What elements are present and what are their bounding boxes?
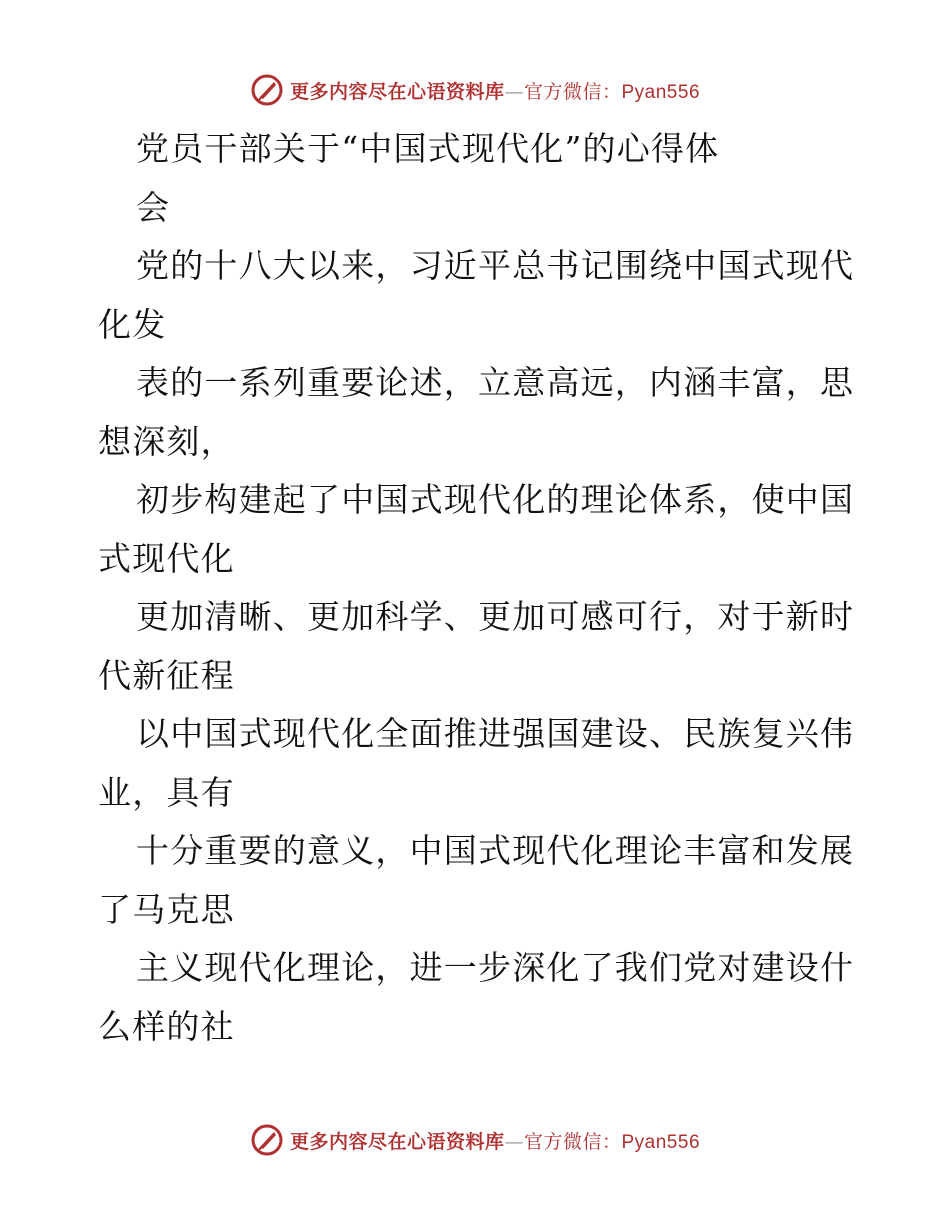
doc-line-title-cont: 会 [136, 187, 171, 227]
doc-line: 么样的社 [98, 1006, 235, 1046]
doc-line: 代新征程 [98, 655, 235, 695]
banner-text [290, 1127, 700, 1154]
doc-line: 化发 [98, 304, 167, 344]
header-banner [0, 70, 950, 110]
banner-main-text: 更多内容尽在心语资料库 [289, 1130, 505, 1153]
doc-line: 了马克思 [98, 889, 235, 929]
doc-line: 想深刻， [98, 421, 235, 461]
doc-line: 业，具有 [98, 772, 235, 812]
doc-line: 十分重要的意义，中国式现代化理论丰富和发展 [136, 831, 855, 870]
banner-separator: — [504, 80, 524, 103]
doc-line: 式现代化 [98, 538, 235, 578]
footer-banner [0, 1120, 950, 1160]
doc-line: 党的十八大以来，习近平总书记围绕中国式现代 [136, 246, 855, 285]
banner-wechat-text: 官方微信：Pyan556 [524, 1131, 701, 1153]
banner-main-text: 更多内容尽在心语资料库 [289, 80, 505, 103]
doc-line: 初步构建起了中国式现代化的理论体系，使中国 [136, 480, 855, 519]
banner-wechat-text: 官方微信：Pyan556 [524, 81, 701, 103]
banner-separator: — [504, 1130, 524, 1153]
banner-text [290, 77, 700, 104]
quill-seal-icon [250, 1123, 284, 1157]
doc-line: 主义现代化理论，进一步深化了我们党对建设什 [136, 948, 855, 987]
doc-line: 表的一系列重要论述，立意高远，内涵丰富，思 [136, 363, 855, 402]
doc-line: 以中国式现代化全面推进强国建设、民族复兴伟 [136, 714, 855, 753]
doc-line: 更加清晰、更加科学、更加可感可行，对于新时 [136, 597, 855, 636]
document-body [98, 120, 858, 1056]
quill-seal-icon [250, 73, 284, 107]
doc-line-title: 党员干部关于“中国式现代化”的心得体 [136, 129, 720, 168]
